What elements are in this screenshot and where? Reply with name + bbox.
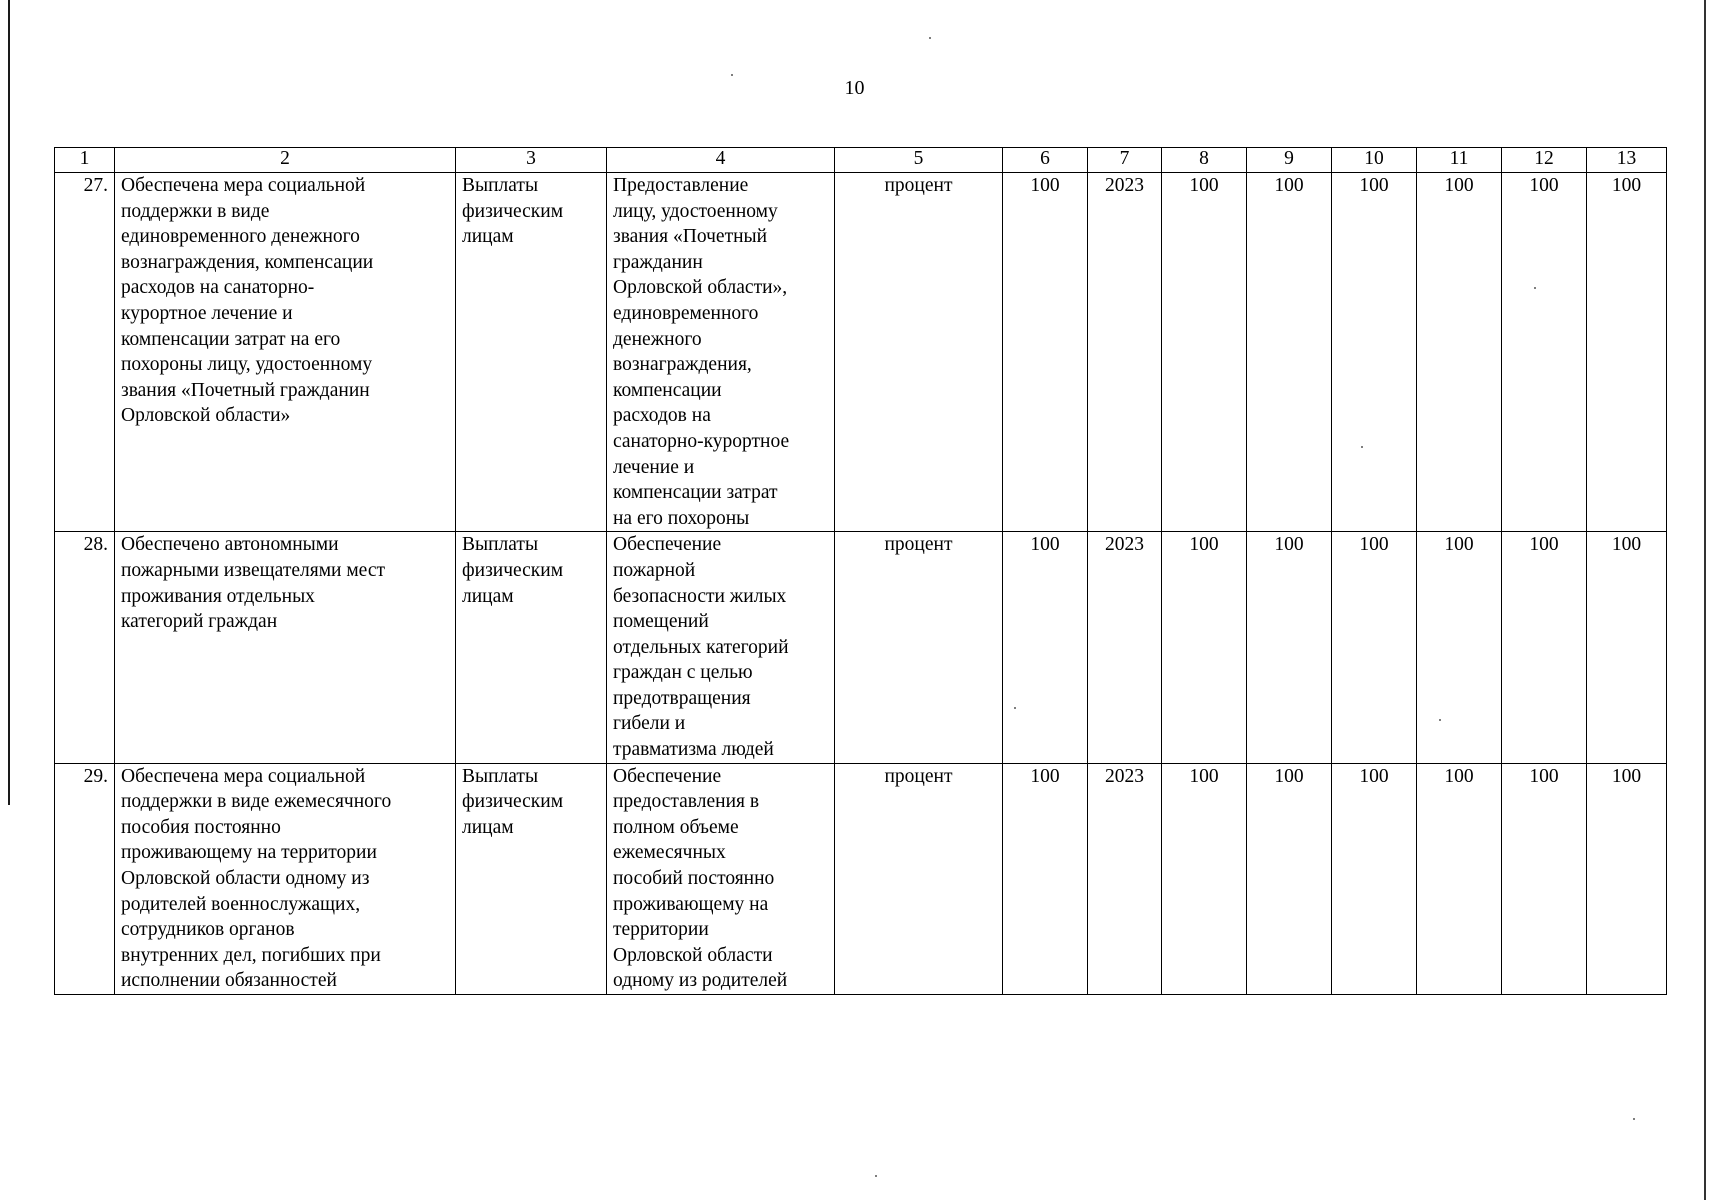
year-cell: 2023 <box>1088 763 1162 994</box>
text-line: лечение и <box>613 456 695 478</box>
indicator-description <box>607 173 835 532</box>
indicator-name <box>115 173 456 532</box>
indicator-table <box>54 147 1667 995</box>
scan-edge-left <box>8 0 10 805</box>
row-number: 29. <box>55 763 115 994</box>
value-cell: 100 <box>1417 173 1502 532</box>
header-row <box>55 148 1667 173</box>
text-line: звания «Почетный <box>613 226 768 248</box>
header-cell: 8 <box>1162 148 1247 173</box>
indicator-description <box>607 763 835 994</box>
scan-speck <box>1633 1118 1635 1120</box>
text-line: компенсации затрат на его <box>121 328 341 350</box>
value-cell: 100 <box>1502 763 1587 994</box>
text-line: территории <box>613 919 709 941</box>
text-line: санаторно-курортное <box>613 430 790 452</box>
row-number: 28. <box>55 532 115 763</box>
text-line: Выплаты <box>462 765 539 787</box>
text-line: Предоставление <box>613 175 749 196</box>
header-cell: 1 <box>55 148 115 173</box>
value-cell: 100 <box>1332 763 1417 994</box>
value-cell: 100 <box>1247 532 1332 763</box>
header-cell: 5 <box>835 148 1003 173</box>
value-cell: 100 <box>1162 532 1247 763</box>
payment-type <box>456 763 607 994</box>
text-line: одному из родителей <box>613 970 788 992</box>
text-line: внутренних дел, погибших при <box>121 944 381 966</box>
text-line: категорий граждан <box>121 611 278 633</box>
text-line: Выплаты <box>462 534 539 556</box>
text-line: компенсации <box>613 379 722 401</box>
text-line: физическим <box>462 559 564 581</box>
table-row <box>55 173 1667 532</box>
indicator-name <box>115 532 456 763</box>
text-line: Орловской области», <box>613 277 788 299</box>
text-line: помещений <box>613 611 709 633</box>
header-cell: 12 <box>1502 148 1587 173</box>
header-cell: 11 <box>1417 148 1502 173</box>
value-cell: 100 <box>1247 173 1332 532</box>
text-line: расходов на санаторно- <box>121 277 315 299</box>
row-number: 27. <box>55 173 115 532</box>
text-line: Обеспечена мера социальной <box>121 765 366 787</box>
table-row <box>55 763 1667 994</box>
text-line: вознаграждения, компенсации <box>121 251 374 273</box>
text-line: Орловской области <box>613 944 773 966</box>
scan-edge-right <box>1704 0 1706 1200</box>
text-line: предоставления в <box>613 791 760 813</box>
header-cell: 2 <box>115 148 456 173</box>
text-line: денежного <box>613 328 702 350</box>
text-line: гибели и <box>613 713 686 735</box>
header-cell: 10 <box>1332 148 1417 173</box>
text-line: пособий постоянно <box>613 868 775 890</box>
payment-type <box>456 532 607 763</box>
text-line: граждан с целью <box>613 662 753 684</box>
text-line: похороны лицу, удостоенному <box>121 354 373 376</box>
payment-type <box>456 173 607 532</box>
text-line: Орловской области одному из <box>121 868 370 890</box>
text-line: пожарной <box>613 559 696 581</box>
scan-speck <box>929 37 931 39</box>
value-cell: 100 <box>1332 532 1417 763</box>
text-line: проживающему на территории <box>121 842 377 864</box>
unit-cell: процент <box>835 173 1003 532</box>
text-line: полном объеме <box>613 816 739 838</box>
text-line: лицам <box>462 816 514 838</box>
header-cell: 3 <box>456 148 607 173</box>
text-line: гражданин <box>613 251 703 273</box>
value-cell: 100 <box>1587 173 1667 532</box>
header-cell: 6 <box>1003 148 1088 173</box>
text-line: курортное лечение и <box>121 302 293 324</box>
text-line: безопасности жилых <box>613 585 787 607</box>
scan-speck <box>1439 719 1441 721</box>
text-line: Орловской области» <box>121 405 291 427</box>
value-cell: 100 <box>1332 173 1417 532</box>
value-cell: 100 <box>1003 532 1088 763</box>
scan-speck <box>1361 446 1363 448</box>
indicator-description <box>607 532 835 763</box>
text-line: исполнении обязанностей <box>121 970 337 992</box>
text-line: родителей военнослужащих, <box>121 893 361 915</box>
value-cell: 100 <box>1162 763 1247 994</box>
value-cell: 100 <box>1247 763 1332 994</box>
value-cell: 100 <box>1502 173 1587 532</box>
text-line: физическим <box>462 200 564 222</box>
scan-speck <box>731 74 733 76</box>
year-cell: 2023 <box>1088 532 1162 763</box>
unit-cell: процент <box>835 532 1003 763</box>
header-cell: 9 <box>1247 148 1332 173</box>
text-line: пожарными извещателями мест <box>121 559 386 581</box>
value-cell: 100 <box>1502 532 1587 763</box>
header-cell: 7 <box>1088 148 1162 173</box>
text-line: Обеспечение <box>613 534 722 556</box>
text-line: на его похороны <box>613 507 750 529</box>
text-line: единовременного <box>613 302 759 324</box>
text-line: лицу, удостоенному <box>613 200 778 222</box>
header-cell: 4 <box>607 148 835 173</box>
text-line: Обеспечено автономными <box>121 534 339 556</box>
value-cell: 100 <box>1417 763 1502 994</box>
text-line: проживания отдельных <box>121 585 315 607</box>
text-line: компенсации затрат <box>613 482 778 504</box>
scan-speck <box>875 1175 877 1177</box>
text-line: поддержки в виде <box>121 200 270 222</box>
header-cell: 13 <box>1587 148 1667 173</box>
scan-speck <box>1534 287 1536 289</box>
text-line: предотвращения <box>613 687 751 709</box>
value-cell: 100 <box>1162 173 1247 532</box>
value-cell: 100 <box>1003 763 1088 994</box>
text-line: Выплаты <box>462 175 539 196</box>
text-line: расходов на <box>613 405 711 427</box>
text-line: сотрудников органов <box>121 919 295 941</box>
indicator-name <box>115 763 456 994</box>
value-cell: 100 <box>1003 173 1088 532</box>
page-number: 10 <box>844 77 865 99</box>
text-line: поддержки в виде ежемесячного <box>121 791 392 813</box>
text-line: единовременного денежного <box>121 226 360 248</box>
text-line: физическим <box>462 791 564 813</box>
text-line: проживающему на <box>613 893 769 915</box>
value-cell: 100 <box>1587 532 1667 763</box>
year-cell: 2023 <box>1088 173 1162 532</box>
value-cell: 100 <box>1587 763 1667 994</box>
text-line: вознаграждения, <box>613 354 752 376</box>
text-line: отдельных категорий <box>613 636 789 658</box>
text-line: ежемесячных <box>613 842 726 864</box>
unit-cell: процент <box>835 763 1003 994</box>
text-line: лицам <box>462 226 514 248</box>
text-line: лицам <box>462 585 514 607</box>
text-line: травматизма людей <box>613 739 774 761</box>
text-line: Обеспечение <box>613 765 722 787</box>
text-line: Обеспечена мера социальной <box>121 175 366 196</box>
table-row <box>55 532 1667 763</box>
scan-speck <box>1014 707 1016 709</box>
value-cell: 100 <box>1417 532 1502 763</box>
text-line: пособия постоянно <box>121 816 281 838</box>
text-line: звания «Почетный гражданин <box>121 379 370 401</box>
